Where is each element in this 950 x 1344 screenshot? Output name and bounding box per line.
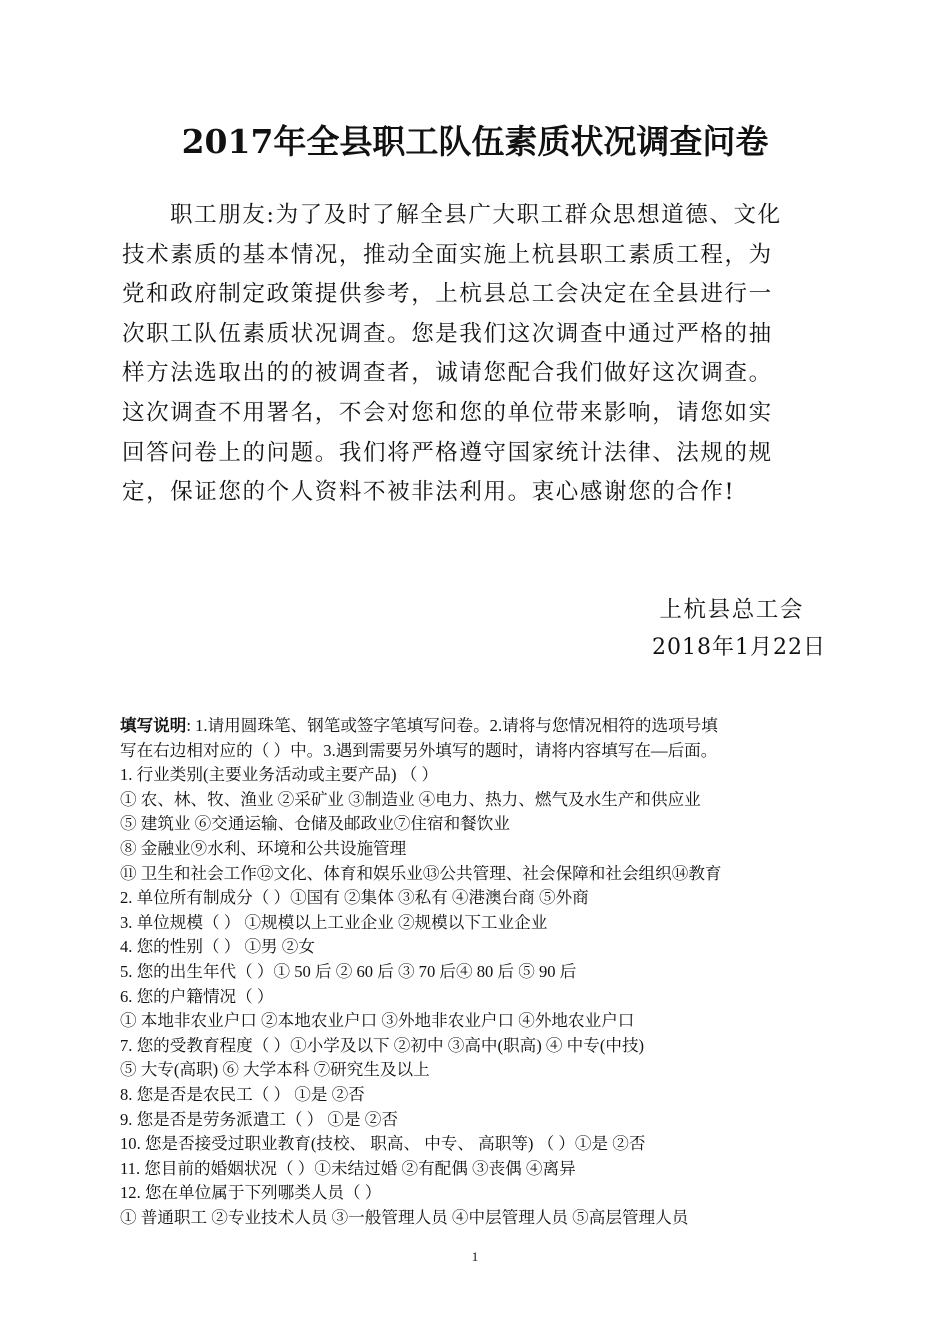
question-line: ⑪ 卫生和社会工作⑫文化、体育和娱乐业⑬公共管理、社会保障和社会组织⑭教育 bbox=[120, 863, 722, 883]
intro-line: 职工朋友:为了及时了解全县广大职工群众思想道德、文化 bbox=[170, 202, 782, 228]
instructions-line-2: 写在右边相对应的（ ）中。3.遇到需要另外填写的题时，请将内容填写在—后面。 bbox=[120, 740, 718, 760]
instructions-label: 填写说明 bbox=[120, 716, 187, 735]
question-line: ① 本地非农业户口 ②本地农业户口 ③外地非农业户口 ④外地农业户口 bbox=[120, 1011, 635, 1031]
intro-line: 次职工队伍素质状况调查。您是我们这次调查中通过严格的抽 bbox=[122, 320, 773, 347]
intro-line: 技术素质的基本情况，推动全面实施上杭县职工素质工程，为 bbox=[122, 241, 773, 268]
question-line: ① 农、林、牧、渔业 ②采矿业 ③制造业 ④电力、热力、燃气及水生产和供应业 bbox=[120, 789, 701, 809]
questionnaire-body bbox=[120, 714, 840, 1230]
question-line: 11. 您目前的婚姻状况（ ）①未结过婚 ②有配偶 ③丧偶 ④离异 bbox=[120, 1158, 576, 1178]
instructions-line-1 bbox=[120, 714, 840, 739]
intro-line: 这次调查不用署名，不会对您和您的单位带来影响，请您如实 bbox=[122, 399, 773, 426]
document-title: 2017年全县职工队伍素质状况调查问卷 bbox=[181, 122, 769, 161]
question-line: 6. 您的户籍情况（ ） bbox=[120, 986, 274, 1006]
intro-line: 定，保证您的个人资料不被非法利用。衷心感谢您的合作! bbox=[122, 479, 736, 506]
signature-organization: 上杭县总工会 bbox=[659, 597, 804, 623]
intro-line: 样方法选取出的的被调查者，诚请您配合我们做好这次调查。 bbox=[122, 360, 773, 387]
question-line: 7. 您的受教育程度（ ）①小学及以下 ②初中 ③高中(职高) ④ 中专(中技) bbox=[120, 1035, 645, 1055]
question-line: ⑧ 金融业⑨水利、环境和公共设施管理 bbox=[120, 838, 407, 858]
instructions-text: : 1.请用圆珠笔、钢笔或签字笔填写问卷。2.请将与您情况相符的选项号填 bbox=[186, 716, 718, 735]
question-line: 4. 您的性别（ ） ①男 ②女 bbox=[120, 937, 315, 957]
question-line: ⑤ 大专(高职) ⑥ 大学本科 ⑦研究生及以上 bbox=[120, 1060, 430, 1080]
question-line: 12. 您在单位属于下列哪类人员（ ） bbox=[120, 1183, 382, 1203]
signature-date: 2018年1月22日 bbox=[652, 635, 826, 660]
question-line: 8. 您是否是农民工（ ） ①是 ②否 bbox=[120, 1084, 365, 1104]
intro-paragraph bbox=[122, 196, 828, 513]
question-line: 2. 单位所有制成分（ ）①国有 ②集体 ③私有 ④港澳台商 ⑤外商 bbox=[120, 888, 589, 908]
intro-line: 党和政府制定政策提供参考，上杭县总工会决定在全县进行一 bbox=[122, 281, 773, 308]
question-line: 9. 您是否是劳务派遣工（ ） ①是 ②否 bbox=[120, 1109, 398, 1129]
question-line: ① 普通职工 ②专业技术人员 ③一般管理人员 ④中层管理人员 ⑤高层管理人员 bbox=[120, 1207, 689, 1227]
question-line: 1. 行业类别(主要业务活动或主要产品) （ ） bbox=[120, 765, 439, 785]
question-line: 10. 您是否接受过职业教育(技校、 职高、 中专、 高职等) （ ）①是 ②否 bbox=[120, 1134, 646, 1154]
question-line: 3. 单位规模（ ） ①规模以上工业企业 ②规模以下工业企业 bbox=[120, 912, 548, 932]
question-line: 5. 您的出生年代（ ）① 50 后 ② 60 后 ③ 70 后④ 80 后 ⑤ 90 后 bbox=[120, 961, 577, 981]
page-number: 1 bbox=[471, 1249, 479, 1264]
intro-line: 回答问卷上的问题。我们将严格遵守国家统计法律、法规的规 bbox=[122, 439, 773, 466]
question-line: ⑤ 建筑业 ⑥交通运输、仓储及邮政业⑦住宿和餐饮业 bbox=[120, 814, 510, 834]
